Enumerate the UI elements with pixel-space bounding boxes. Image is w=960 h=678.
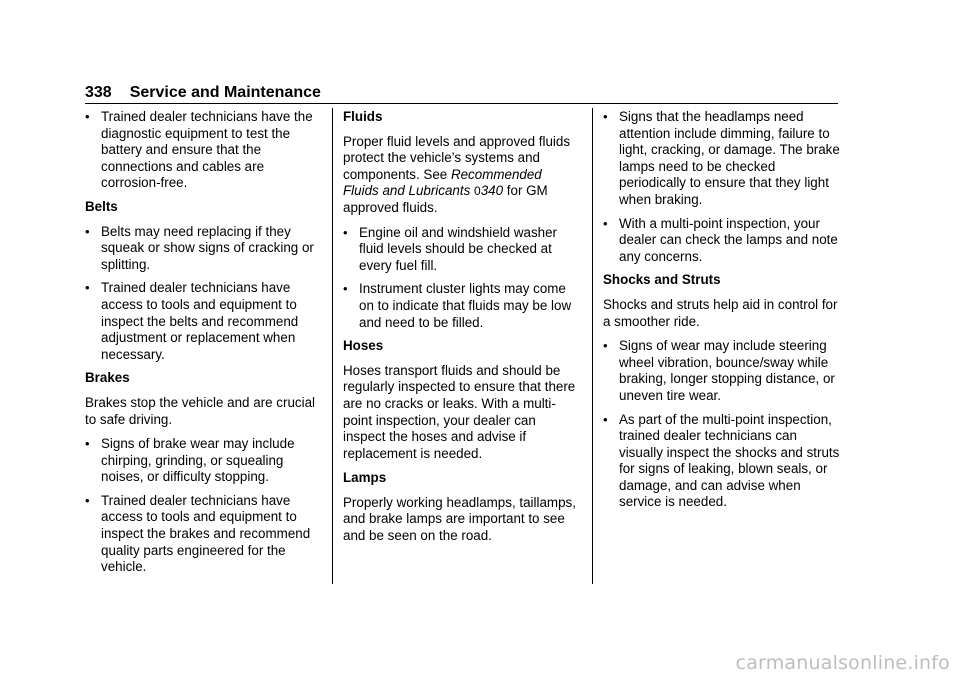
bullet-item: • Trained dealer technicians have the diagnostic equipment to test the battery and ensure that the connections and cables are corrosion-free. xyxy=(85,109,313,191)
column-divider-2 xyxy=(592,108,593,584)
paragraph-hoses: Hoses transport fluids and should be regularly inspected to ensure that there are no cracks or leaks. With a multi-point inspection, your dealer can inspect the hoses and advise if replacement is needed. xyxy=(343,362,576,461)
bullet-icon: • xyxy=(85,223,90,239)
bullet-item: • As part of the multi-point inspection, trained dealer technicians can visually inspect the shocks and struts for signs of leaking, blown seals, or damage, and can advise when service is needed. xyxy=(603,411,840,510)
page-number: 338 xyxy=(85,84,112,101)
bullet-item: • Signs of wear may include steering wheel vibration, bounce/sway while braking, longer stopping distance, or uneven tire wear. xyxy=(603,338,835,403)
bullet-icon: • xyxy=(343,224,348,240)
bullet-item: • Trained dealer technicians have access to tools and equipment to inspect the brakes and recommend quality parts engineered for the vehicle. xyxy=(85,492,311,575)
heading-belts: Belts xyxy=(85,198,118,214)
paragraph-brakes: Brakes stop the vehicle and are crucial to safe driving. xyxy=(85,394,315,427)
heading-fluids: Fluids xyxy=(343,109,383,124)
paragraph-lamps: Properly working headlamps, taillamps, and brake lamps are important to see and be seen on the road. xyxy=(343,494,576,544)
column-3 xyxy=(603,109,841,518)
bullet-item: • Instrument cluster lights may come on to indicate that fluids may be low and need to be filled. xyxy=(343,281,572,330)
watermark: carmanualsonline.info xyxy=(735,652,950,674)
bullet-item: • Engine oil and windshield washer fluid levels should be checked at every fuel fill. xyxy=(343,224,558,273)
bullet-icon: • xyxy=(343,281,348,297)
bullet-item: • Signs of brake wear may include chirping, grinding, or squealing noises, or difficulty stopping. xyxy=(85,436,295,485)
bullet-icon: • xyxy=(85,436,90,452)
bullet-item: • Signs that the headlamps need attention include dimming, failure to light, cracking, or damage. The brake lamps need to be checked periodically to ensure that they light when braking. xyxy=(603,109,840,207)
bullet-icon: • xyxy=(85,280,90,296)
bullet-item: • Belts may need replacing if they squeak or show signs of cracking or splitting. xyxy=(85,223,314,272)
cross-reference-link[interactable]: Recommended Fluids and Lubricants xyxy=(343,166,542,199)
page-header xyxy=(85,84,321,102)
column-2 xyxy=(343,109,581,553)
bullet-icon: • xyxy=(85,109,90,124)
column-divider-1 xyxy=(332,108,333,584)
bullet-icon: • xyxy=(603,411,608,427)
bullet-icon: • xyxy=(603,215,608,231)
bullet-item: • Trained dealer technicians have access to tools and equipment to inspect the belts and recommend adjustment or replacement when necessary. xyxy=(85,280,299,362)
bullet-icon: • xyxy=(603,338,608,354)
paragraph-shocks: Shocks and struts help aid in control for a smoother ride. xyxy=(603,296,838,329)
header-rule xyxy=(85,103,838,104)
column-1 xyxy=(85,109,323,583)
paragraph-fluids: Proper fluid levels and approved fluids protect the vehicle’s systems and components. See Recommended Fluids and Lubricants 0340 for GM approved fluids. xyxy=(343,133,571,215)
heading-shocks-and-struts: Shocks and Struts xyxy=(603,272,721,288)
bullet-item: • With a multi-point inspection, your dealer can check the lamps and note any concerns. xyxy=(603,215,838,264)
heading-hoses: Hoses xyxy=(343,338,384,354)
bullet-icon: • xyxy=(603,109,608,124)
heading-lamps: Lamps xyxy=(343,470,387,486)
bullet-icon: • xyxy=(85,492,90,508)
section-title: Service and Maintenance xyxy=(129,84,321,101)
page-ref-number[interactable]: 340 xyxy=(480,183,504,199)
page-ref-arrow-icon: 0 xyxy=(474,184,481,199)
heading-brakes: Brakes xyxy=(85,370,130,386)
